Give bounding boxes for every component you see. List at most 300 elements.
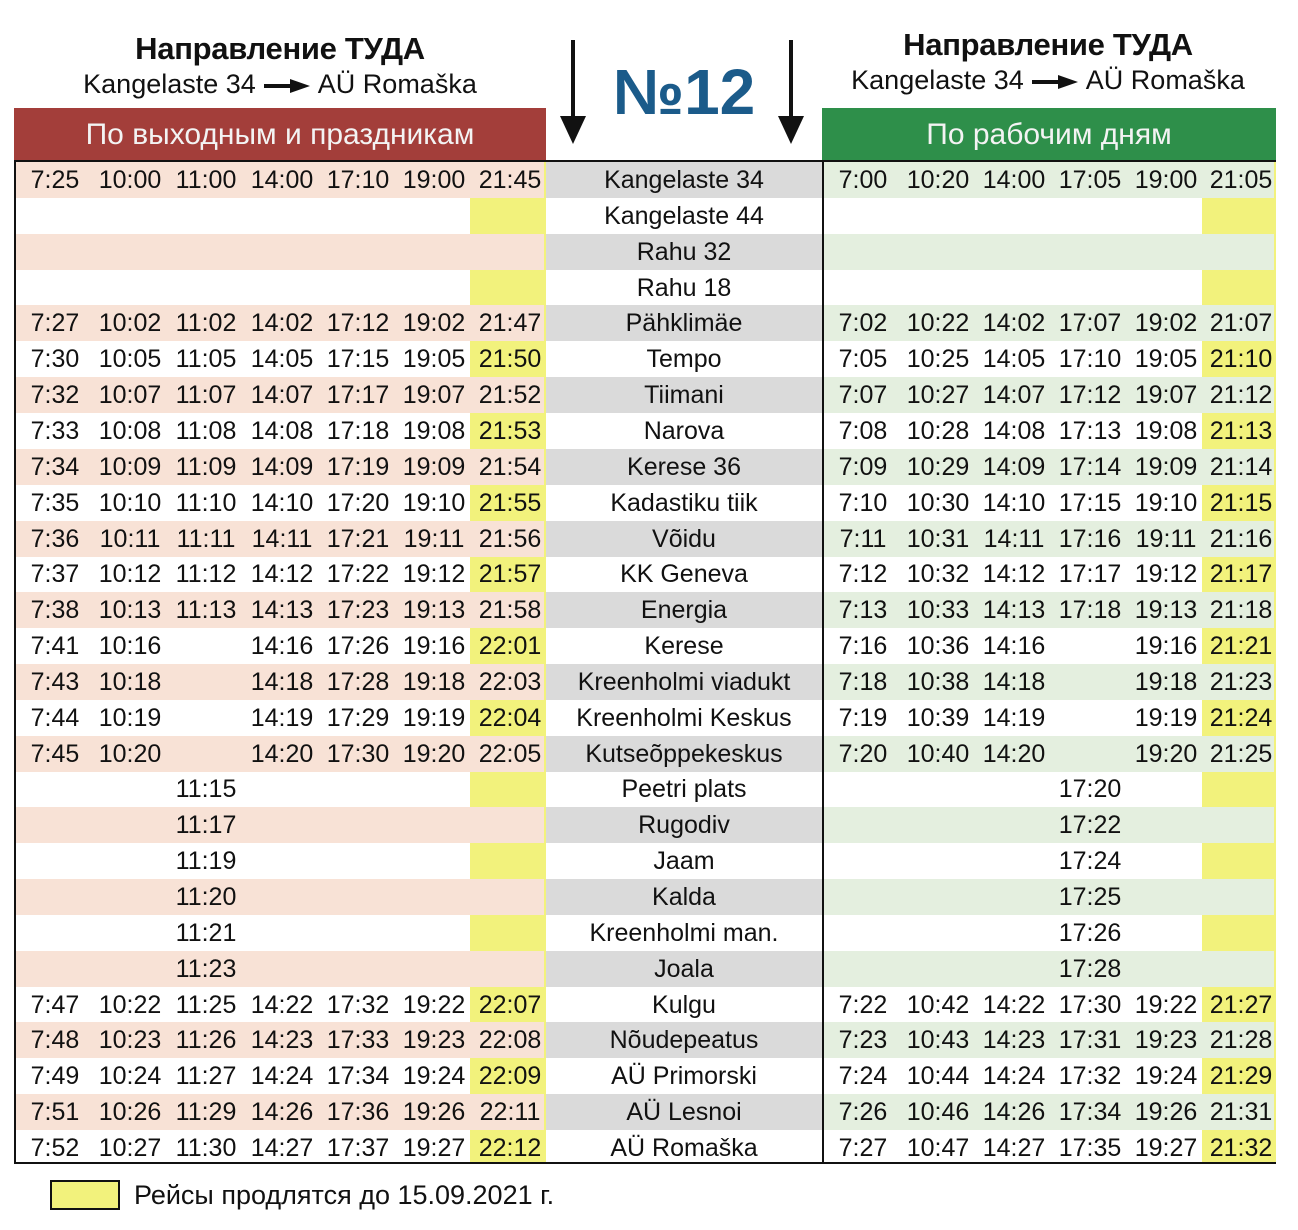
departure-time: 7:37 [30, 560, 80, 589]
departure-time: 14:13 [982, 596, 1046, 625]
departure-time: 21:55 [478, 488, 542, 517]
arrow-down-icon [560, 40, 586, 144]
departure-time [244, 843, 320, 879]
departure-time [92, 771, 168, 807]
departure-time: 7:08 [838, 416, 888, 445]
legend-text: Рейсы продлятся до 15.09.2021 г. [134, 1180, 555, 1210]
departure-time: 10:16 [98, 632, 162, 661]
departure-time: 10:08 [98, 416, 162, 445]
departure-time: 17:26 [326, 632, 390, 661]
departure-time: 14:27 [982, 1133, 1046, 1162]
route-destination: AÜ Romaška [317, 69, 477, 99]
departure-time: 21:27 [1209, 990, 1273, 1019]
departure-time: 7:52 [30, 1133, 80, 1162]
stop-row [546, 700, 822, 736]
departure-time: 14:00 [982, 166, 1046, 194]
departure-time: 11:00 [175, 166, 237, 194]
departure-time: 17:26 [1058, 918, 1122, 947]
departure-time [18, 915, 92, 951]
departure-time [168, 234, 244, 270]
departure-time [1204, 771, 1278, 807]
departure-time: 17:20 [326, 488, 390, 517]
departure-time: 19:10 [1134, 488, 1198, 517]
departure-time: 21:54 [478, 452, 542, 481]
weekday-row [824, 736, 1274, 772]
departure-time [472, 807, 548, 843]
departure-time: 17:20 [1058, 775, 1122, 804]
departure-time: 7:05 [838, 345, 888, 374]
departure-time: 19:00 [1134, 166, 1198, 194]
departure-time [1128, 234, 1204, 270]
departure-time [1204, 951, 1278, 987]
route-endpoints [14, 68, 546, 100]
stop-name: AÜ Primorski [611, 1062, 757, 1091]
weekend-row [16, 198, 544, 234]
stop-name: Kreenholmi man. [589, 918, 779, 947]
weekday-row [824, 234, 1274, 270]
stop-name: Tempo [646, 345, 722, 374]
weekday-row [824, 341, 1274, 377]
stop-name: Kreenholmi viadukt [577, 667, 791, 696]
departure-time: 21:57 [478, 560, 542, 589]
departure-time [1052, 234, 1128, 270]
departure-time: 7:24 [838, 1062, 888, 1091]
arrow-right-icon [1032, 75, 1078, 89]
stop-row [546, 951, 822, 987]
departure-time: 10:00 [98, 166, 162, 194]
departure-time: 17:22 [1058, 811, 1122, 840]
departure-time [826, 843, 900, 879]
departure-time: 11:17 [175, 811, 237, 840]
weekend-row [16, 377, 544, 413]
departure-time [472, 915, 548, 951]
departure-time [244, 951, 320, 987]
stop-name: Peetri plats [621, 775, 747, 804]
route-origin: Kangelaste 34 [851, 65, 1024, 95]
departure-time: 11:27 [175, 1062, 237, 1091]
stop-name: Kutseõppekeskus [585, 739, 783, 768]
departure-time: 7:25 [30, 166, 80, 194]
departure-time: 17:12 [326, 309, 390, 338]
stop-row [546, 1130, 822, 1166]
departure-time: 11:08 [175, 416, 237, 445]
departure-time: 7:13 [838, 596, 888, 625]
departure-time [396, 234, 472, 270]
departure-time [244, 234, 320, 270]
departure-time [976, 915, 1052, 951]
departure-time: 17:14 [1058, 452, 1122, 481]
departure-time: 11:13 [175, 596, 237, 625]
departure-time: 11:19 [175, 847, 237, 876]
departure-time [1052, 198, 1128, 234]
departure-time: 14:05 [250, 345, 314, 374]
departure-time [900, 807, 976, 843]
departure-time: 21:53 [478, 416, 542, 445]
departure-time: 17:25 [1058, 883, 1122, 911]
departure-time [18, 807, 92, 843]
departure-time [92, 807, 168, 843]
departure-time: 7:43 [30, 667, 80, 696]
departure-time [18, 234, 92, 270]
weekend-row [16, 664, 544, 700]
stop-row [546, 1022, 822, 1058]
stop-row [546, 771, 822, 807]
weekend-row [16, 1058, 544, 1094]
departure-time [472, 270, 548, 306]
departure-time: 19:02 [402, 309, 466, 338]
departure-time: 7:22 [838, 990, 888, 1019]
departure-time [826, 915, 900, 951]
departure-time: 17:28 [326, 667, 390, 696]
departure-time [900, 843, 976, 879]
departure-time: 21:32 [1209, 1133, 1273, 1162]
departure-time [1128, 843, 1204, 879]
stop-row [546, 807, 822, 843]
departure-time [1128, 771, 1204, 807]
stop-row [546, 449, 822, 485]
stop-name: Rahu 18 [636, 273, 732, 302]
departure-time: 21:50 [478, 345, 542, 374]
departure-time [18, 879, 92, 915]
departure-time [976, 270, 1052, 306]
departure-time [18, 198, 92, 234]
departure-time: 17:35 [1058, 1133, 1122, 1162]
departure-time: 14:19 [982, 703, 1046, 732]
departure-time: 7:27 [30, 309, 80, 338]
departure-time [976, 951, 1052, 987]
departure-time: 14:23 [250, 1026, 314, 1055]
departure-time: 19:19 [402, 703, 466, 732]
departure-time [900, 951, 976, 987]
departure-time: 7:48 [30, 1026, 80, 1055]
weekday-row [824, 843, 1274, 879]
departure-time: 19:11 [403, 524, 465, 553]
departure-time [244, 807, 320, 843]
weekday-row [824, 771, 1274, 807]
departure-time: 21:31 [1209, 1098, 1273, 1127]
departure-time [92, 915, 168, 951]
weekday-row [824, 879, 1274, 915]
departure-time: 14:22 [982, 990, 1046, 1019]
departure-time: 10:02 [98, 309, 162, 338]
departure-time [976, 807, 1052, 843]
departure-time: 11:07 [175, 381, 237, 410]
departure-time: 22:01 [478, 632, 542, 661]
weekday-row [824, 628, 1274, 664]
departure-time: 10:10 [98, 488, 162, 517]
departure-time [1052, 736, 1128, 772]
departure-time: 14:12 [250, 560, 314, 589]
departure-time [1204, 879, 1278, 915]
departure-time: 10:25 [906, 345, 970, 374]
stop-name: Rugodiv [638, 811, 730, 840]
departure-time: 10:23 [98, 1026, 162, 1055]
departure-time [900, 198, 976, 234]
weekend-row [16, 951, 544, 987]
departure-time: 21:25 [1209, 739, 1273, 768]
departure-time: 10:29 [906, 452, 970, 481]
route-destination: AÜ Romaška [1085, 65, 1245, 95]
departure-time [396, 807, 472, 843]
departure-time [396, 915, 472, 951]
departure-time [976, 234, 1052, 270]
departure-time [1204, 915, 1278, 951]
departure-time [472, 771, 548, 807]
departure-time: 22:07 [478, 990, 542, 1019]
departure-time: 7:07 [838, 381, 888, 410]
weekday-row [824, 449, 1274, 485]
departure-time: 14:20 [250, 739, 314, 768]
departure-time: 17:10 [1058, 345, 1122, 374]
departure-time: 19:13 [402, 596, 466, 625]
departure-time: 17:17 [326, 381, 390, 410]
weekday-row [824, 987, 1274, 1023]
departure-time: 22:11 [479, 1098, 541, 1127]
weekday-row [824, 305, 1274, 341]
weekday-row [824, 521, 1274, 557]
stop-name: AÜ Romaška [610, 1133, 758, 1162]
departure-time: 21:21 [1209, 632, 1273, 661]
departure-time [826, 270, 900, 306]
departure-time [976, 771, 1052, 807]
arrow-down-icon [778, 40, 804, 144]
departure-time: 21:58 [478, 596, 542, 625]
departure-time [826, 951, 900, 987]
weekend-row [16, 771, 544, 807]
weekday-direction-heading [822, 26, 1274, 96]
departure-time: 10:42 [906, 990, 970, 1019]
direction-title: Направление ТУДА [903, 27, 1193, 62]
departure-time [396, 270, 472, 306]
departure-time: 14:00 [250, 166, 314, 194]
stop-name: Joala [654, 954, 714, 983]
departure-time: 10:36 [906, 632, 970, 661]
departure-time: 14:11 [983, 524, 1045, 553]
departure-time: 19:09 [402, 452, 466, 481]
stop-name: KK Geneva [620, 560, 748, 589]
departure-time: 21:56 [478, 524, 542, 553]
departure-time [396, 951, 472, 987]
stop-name: AÜ Lesnoi [626, 1098, 742, 1127]
departure-time [92, 270, 168, 306]
departure-time [472, 951, 548, 987]
departure-time: 17:29 [326, 703, 390, 732]
departure-time: 21:47 [478, 309, 542, 338]
departure-time: 17:37 [326, 1133, 390, 1162]
arrow-right-icon [264, 79, 310, 93]
weekday-row [824, 377, 1274, 413]
weekend-direction-heading [14, 30, 546, 100]
departure-time [976, 879, 1052, 915]
departure-time: 14:07 [250, 381, 314, 410]
departure-time [92, 879, 168, 915]
departure-time: 19:27 [1134, 1133, 1198, 1162]
departure-time: 7:23 [838, 1026, 888, 1055]
weekday-row [824, 592, 1274, 628]
departure-time: 21:17 [1209, 560, 1273, 589]
departure-time [900, 915, 976, 951]
departure-time: 7:26 [838, 1098, 888, 1127]
departure-time: 17:34 [326, 1062, 390, 1091]
departure-time: 14:18 [982, 667, 1046, 696]
departure-time: 7:47 [30, 990, 80, 1019]
weekday-row [824, 700, 1274, 736]
departure-time: 11:15 [175, 775, 237, 804]
departure-time: 19:22 [402, 990, 466, 1019]
stop-row [546, 234, 822, 270]
stop-name: Kulgu [652, 990, 716, 1019]
weekend-row [16, 270, 544, 306]
departure-time: 19:08 [402, 416, 466, 445]
weekend-row [16, 521, 544, 557]
departure-time: 21:05 [1209, 166, 1273, 194]
departure-time: 7:33 [30, 416, 80, 445]
weekend-row [16, 449, 544, 485]
departure-time [900, 270, 976, 306]
departure-time [472, 879, 548, 915]
departure-time: 19:26 [1134, 1098, 1198, 1127]
departure-time [826, 234, 900, 270]
departure-time: 21:14 [1209, 452, 1273, 481]
departure-time: 11:09 [175, 452, 237, 481]
departure-time [396, 843, 472, 879]
departure-time: 22:03 [478, 667, 542, 696]
stop-row [546, 162, 822, 198]
weekday-row [824, 162, 1274, 198]
departure-time [472, 198, 548, 234]
departure-time: 19:24 [402, 1062, 466, 1091]
departure-time [244, 270, 320, 306]
weekend-row [16, 700, 544, 736]
departure-time: 21:45 [478, 166, 542, 194]
weekday-row [824, 413, 1274, 449]
departure-time: 10:38 [906, 667, 970, 696]
departure-time: 17:24 [1058, 847, 1122, 876]
departure-time: 19:16 [1134, 632, 1198, 661]
weekend-row [16, 234, 544, 270]
departure-time: 19:10 [402, 488, 466, 517]
departure-time: 14:09 [250, 452, 314, 481]
departure-time: 10:12 [98, 560, 162, 589]
weekday-row [824, 951, 1274, 987]
departure-time: 7:32 [30, 381, 80, 410]
weekday-row [824, 198, 1274, 234]
departure-time [320, 234, 396, 270]
departure-time: 17:12 [1058, 381, 1122, 410]
departure-time: 10:40 [906, 739, 970, 768]
stop-name: Tiimani [644, 381, 724, 410]
departure-time: 17:19 [326, 452, 390, 481]
departure-time [320, 198, 396, 234]
departure-time [826, 198, 900, 234]
stop-name: Kangelaste 44 [604, 201, 764, 230]
departure-time: 19:13 [1134, 596, 1198, 625]
departure-time [18, 270, 92, 306]
departure-time [472, 843, 548, 879]
weekend-header: По выходным и праздникам [14, 108, 546, 160]
departure-time [320, 270, 396, 306]
departure-time [168, 700, 244, 736]
departure-time: 7:02 [838, 309, 888, 338]
departure-time: 14:26 [982, 1098, 1046, 1127]
stop-name: Kerese [644, 632, 724, 661]
departure-time [168, 270, 244, 306]
departure-time: 14:18 [250, 667, 314, 696]
departure-time: 10:05 [98, 345, 162, 374]
departure-time [320, 807, 396, 843]
departure-time: 14:16 [982, 632, 1046, 661]
departure-time: 19:07 [402, 381, 466, 410]
departure-time: 21:18 [1209, 596, 1273, 625]
departure-time: 19:16 [402, 632, 466, 661]
departure-time: 11:20 [175, 883, 237, 911]
departure-time: 22:05 [478, 739, 542, 768]
departure-time: 10:26 [98, 1098, 162, 1127]
departure-time: 14:07 [982, 381, 1046, 410]
stop-row [546, 664, 822, 700]
weekend-row [16, 162, 544, 198]
departure-time [18, 771, 92, 807]
departure-time: 17:30 [1058, 990, 1122, 1019]
departure-time [900, 771, 976, 807]
departure-time: 17:30 [326, 739, 390, 768]
departure-time [976, 198, 1052, 234]
departure-time [320, 951, 396, 987]
departure-time: 11:11 [176, 524, 236, 553]
departure-time: 21:13 [1209, 416, 1273, 445]
departure-time [396, 771, 472, 807]
departure-time: 7:00 [838, 166, 888, 194]
departure-time: 19:11 [1135, 524, 1197, 553]
departure-time: 14:02 [982, 309, 1046, 338]
departure-time: 21:23 [1209, 667, 1273, 696]
departure-time [472, 234, 548, 270]
weekend-row [16, 807, 544, 843]
stop-name: Kerese 36 [627, 452, 741, 481]
departure-time: 10:28 [906, 416, 970, 445]
departure-time [1128, 951, 1204, 987]
departure-time: 10:20 [98, 739, 162, 768]
departure-time [168, 736, 244, 772]
departure-time [244, 771, 320, 807]
departure-time: 7:16 [838, 632, 888, 661]
stop-row [546, 628, 822, 664]
departure-time [1204, 807, 1278, 843]
weekend-row [16, 736, 544, 772]
departure-time: 14:08 [982, 416, 1046, 445]
departure-time: 14:27 [250, 1133, 314, 1162]
departure-time: 7:09 [838, 452, 888, 481]
departure-time: 14:16 [250, 632, 314, 661]
departure-time [976, 843, 1052, 879]
departure-time: 11:26 [175, 1026, 237, 1055]
departure-time: 7:18 [838, 667, 888, 696]
departure-time [18, 951, 92, 987]
stop-row [546, 736, 822, 772]
departure-time: 7:11 [839, 524, 887, 553]
stop-name: Kadastiku tiik [610, 488, 758, 517]
departure-time: 19:23 [1134, 1026, 1198, 1055]
departure-time: 10:09 [98, 452, 162, 481]
departure-time: 17:34 [1058, 1098, 1122, 1127]
departure-time: 10:13 [98, 596, 162, 625]
departure-time: 11:10 [175, 488, 237, 517]
stop-row [546, 879, 822, 915]
departure-time: 19:20 [402, 739, 466, 768]
departure-time [1052, 700, 1128, 736]
departure-time: 14:05 [982, 345, 1046, 374]
departure-time [18, 843, 92, 879]
